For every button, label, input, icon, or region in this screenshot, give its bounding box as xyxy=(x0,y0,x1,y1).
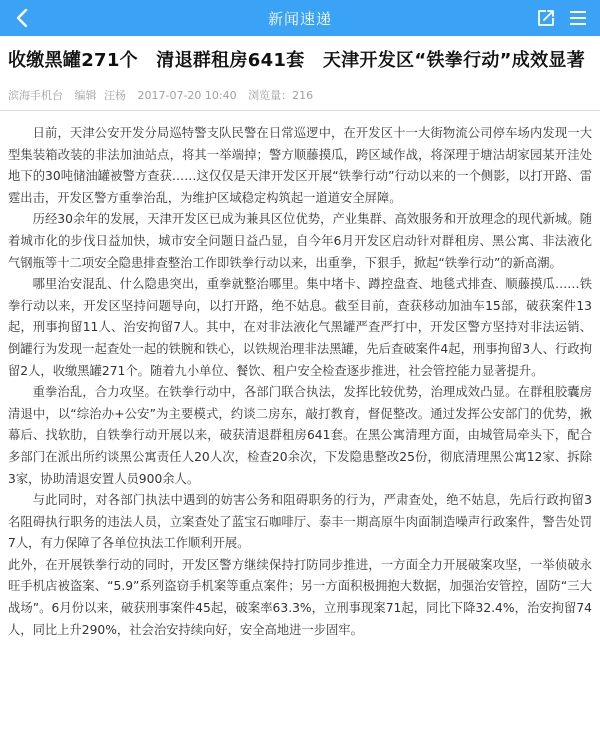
menu-button[interactable] xyxy=(568,8,588,28)
article-paragraph: 历经30余年的发展，天津开发区已成为兼具区位优势，产业集群、高效服务和开放理念的现代新城。随着城市化的步伐日益加快，城市安全问题日益凸显，自今年6月开发区启动针对群租房、黑公寓、非法液化气钢瓶等十二项安全隐患排查整治工作即铁拳行动以来，出重拳，下狠手，掀起“铁拳行动”的新高潮。 xyxy=(8,212,592,270)
article-source: 滨海手机台 xyxy=(8,89,63,102)
article-paragraph: 哪里治安混乱、什么隐患突出，重拳就整治哪里。集中堵卡、蹲控盘查、地毯式排查、顺藤摸瓜……铁拳行动以来，开发区坚持问题导向，以打开路，绝不姑息。截至目前，查获移动加油车15部，破获案件13起，刑事拘留11人、治安拘留7人。其中，在对非法液化气黑罐严查严打中，开发区警方坚持对非法运销、倒罐行为发现一起查处一起的铁腕和铁心，以铁规治理非法黑罐，先后查破案件4起，刑事拘留3人、行政拘留2人，收缴黑罐271个。随着九小单位、餐饮、租户安全检查逐步推进，社会管控能力显著提升。 xyxy=(8,277,592,378)
page-title: 新闻速递 xyxy=(267,9,332,28)
article-datetime: 2017-07-20 10:40 xyxy=(137,89,237,102)
article-paragraph: 此外，在开展铁拳行动的同时，开发区警方继续保持打防同步推进，一方面全力开展破案攻坚，一举侦破永旺手机店被盗案、“5.9”系列盗窃手机案等重点案件；另一方面积极拥抱大数据，加强治安管控，固防“三大战场”。6月份以来，破获刑事案件45起，破案率63.3%，立刑事现案71起，同比下降32.4%，治安拘留74人，同比上升290%，社会治安持续向好，安全高地进一步固牢。 xyxy=(8,557,592,637)
article-views: 浏览量：216 xyxy=(248,89,314,102)
back-button[interactable] xyxy=(12,8,32,28)
article-editor: 汪杨 xyxy=(104,89,126,102)
share-button[interactable] xyxy=(536,8,556,28)
divider xyxy=(0,110,600,111)
article-meta xyxy=(8,87,594,103)
share-icon xyxy=(536,8,556,28)
chevron-left-icon xyxy=(15,9,29,27)
top-navigation-bar xyxy=(0,0,600,36)
article-paragraph: 重拳治乱，合力攻坚。在铁拳行动中，各部门联合执法，发挥比较优势，治理成效凸显。在群租胶囊房清退中，以“综治办+公安”为主要模式，约谈二房东，敲打教育，督促整改。通过发挥公安部门的优势，揪幕后、找软肋，自铁拳行动开展以来，破获清退群租房641套。在黑公寓清理方面，由城管局牵头下，配合多部门在派出所约谈黑公寓责任人20人次，检查20余次，下发隐患整改25份，彻底清理黑公寓12家、拆除3家，协助清退安置人员900余人。 xyxy=(8,385,592,486)
article-paragraph: 与此同时，对各部门执法中遇到的妨害公务和阻碍职务的行为，严肃查处，绝不姑息，先后行政拘留3名阻碍执行职务的违法人员，立案查处了蓝宝石咖啡厅、泰丰一期高原牛肉面制造噪声行政案件，警告处罚7人，有力保障了各单位执法工作顺利开展。 xyxy=(8,493,592,551)
article-body xyxy=(8,123,592,641)
article-headline: 收缴黑罐271个 清退群租房641套 天津开发区“铁拳行动”成效显著 xyxy=(8,50,586,71)
article-paragraph: 日前，天津公安开发分局巡特警支队民警在日常巡逻中，在开发区十一大街物流公司停车场内发现一大型集装箱改装的非法加油站点，将其一举端掉；警方顺藤摸瓜，跨区域作战，将深理于塘沽胡家园某开洼处地下的30吨储油罐被警方查获……这仅仅是天津开发区开展“铁拳行动”行动以来的一个侧影，以打开路、雷霆出击，开发区警方重拳治乱，为维护区域稳定构筑起一道道安全屏障。 xyxy=(8,126,592,205)
menu-icon xyxy=(568,8,588,28)
editor-label: 编辑 xyxy=(74,89,97,102)
